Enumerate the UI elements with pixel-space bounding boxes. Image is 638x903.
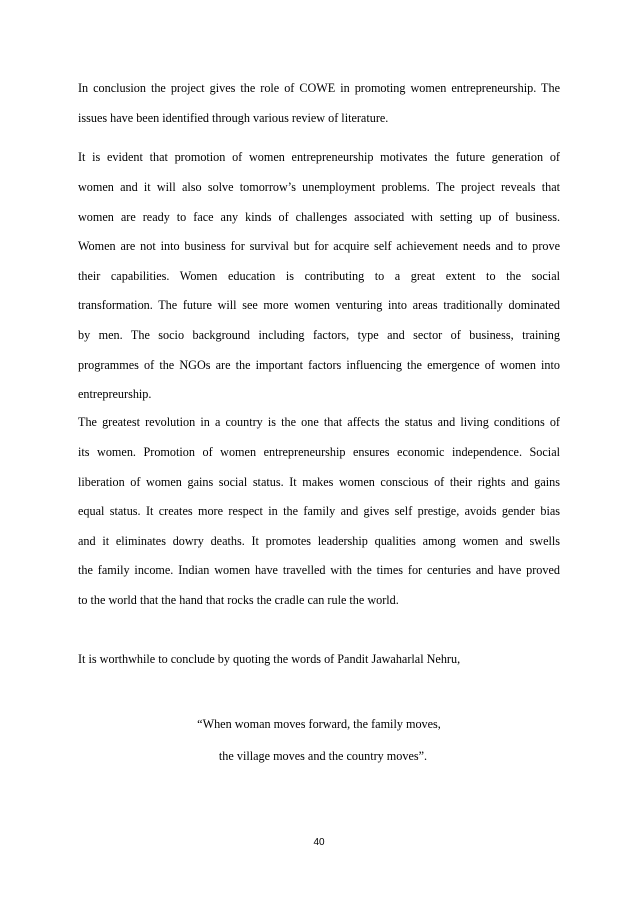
paragraph-3-line-5: and it eliminates dowry deaths. It promotes leadership qualities among women and swells — [78, 534, 560, 548]
paragraph-2-line-2: women and it will also solve tomorrow’s unemployment problems. The project reveals that — [78, 180, 560, 194]
page-number: 40 — [313, 837, 325, 848]
paragraph-2-line-8: programmes of the NGOs are the important factors influencing the emergence of women into — [78, 358, 560, 372]
paragraph-2-line-5: their capabilities. Women education is contributing to a great extent to the social — [78, 269, 560, 283]
quote-line-2: the village moves and the country moves”. — [218, 749, 428, 763]
paragraph-2-line-1: It is evident that promotion of women entrepreneurship motivates the future generation of — [78, 150, 560, 164]
paragraph-2-line-4: Women are not into business for survival but for acquire self achievement needs and to prove — [78, 239, 560, 253]
paragraph-2-line-6: transformation. The future will see more women venturing into areas traditionally dominated — [78, 298, 560, 312]
paragraph-2-line-3: women are ready to face any kinds of challenges associated with setting up of business. — [78, 210, 560, 224]
paragraph-3-line-3: liberation of women gains social status. It makes women conscious of their rights and gains — [78, 475, 560, 489]
paragraph-2-line-9: entrepreurship. — [78, 387, 152, 401]
paragraph-4-line-1: It is worthwhile to conclude by quoting the words of Pandit Jawaharlal Nehru, — [78, 652, 461, 666]
paragraph-2-line-7: by men. The socio background including factors, type and sector of business, training — [78, 328, 560, 342]
paragraph-3-line-6: the family income. Indian women have travelled with the times for centuries and have proved — [78, 563, 560, 577]
paragraph-1-line-2: issues have been identified through various review of literature. — [78, 111, 389, 125]
paragraph-1-line-1: In conclusion the project gives the role of COWE in promoting women entrepreneurship. The — [78, 81, 560, 95]
paragraph-3-line-4: equal status. It creates more respect in the family and gives self prestige, avoids gender bias — [78, 504, 560, 518]
paragraph-3-line-2: its women. Promotion of women entrepreneurship ensures economic independence. Social — [78, 445, 560, 459]
paragraph-3-line-7: to the world that the hand that rocks the cradle can rule the world. — [78, 593, 399, 607]
quote-line-1: “When woman moves forward, the family moves, — [197, 717, 441, 731]
paragraph-3-line-1: The greatest revolution in a country is the one that affects the status and living conditions of — [78, 415, 560, 429]
